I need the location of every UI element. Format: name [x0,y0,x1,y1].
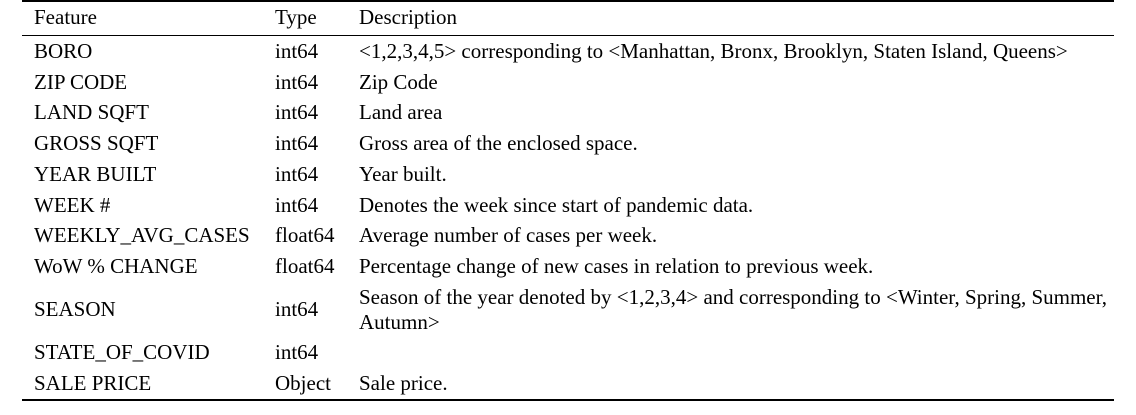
table-row [22,190,1114,221]
column-header-feature: Feature [34,5,97,29]
cell-type: int64 [275,297,319,322]
cell-type: Object [275,371,331,396]
cell-description: Gross area of the enclosed space. [359,131,638,156]
table-row [22,251,1114,282]
cell-description: Percentage change of new cases in relation to previous week. [359,254,874,279]
cell-type: int64 [275,340,319,365]
cell-feature: BORO [34,38,93,63]
cell-type: float64 [275,223,335,248]
cell-description: Sale price. [359,371,448,396]
cell-description: Zip Code [359,69,438,94]
cell-description: Denotes the week since start of pandemic data. [359,192,754,217]
cell-feature: SALE PRICE [34,371,152,396]
cell-feature: WoW % CHANGE [34,254,198,279]
cell-feature: STATE_OF_COVID [34,340,210,365]
table-row [22,282,1114,338]
table-row [22,159,1114,190]
table-body [22,35,1114,400]
cell-feature: WEEK # [34,192,111,217]
cell-description: Season of the year denoted by <1,2,3,4> and corresponding to <Winter, Spring, Summer, Autumn> [359,284,1108,334]
table-header [22,1,1114,35]
cell-feature: YEAR BUILT [34,161,157,186]
cell-type: int64 [275,161,319,186]
cell-feature: GROSS SQFT [34,131,159,156]
table-row [22,337,1114,368]
cell-description: Average number of cases per week. [359,223,658,248]
cell-type: int64 [275,38,319,63]
table-row [22,368,1114,400]
column-header-type: Type [275,5,317,29]
cell-description [359,337,1114,368]
cell-feature: SEASON [34,297,116,322]
cell-type: int64 [275,69,319,94]
cell-feature: WEEKLY_AVG_CASES [34,223,250,248]
table-row [22,35,1114,66]
cell-type: int64 [275,100,319,125]
cell-feature: ZIP CODE [34,69,128,94]
table-header-row [22,1,1114,35]
cell-type: float64 [275,254,335,279]
cell-description: Land area [359,100,443,125]
table-row [22,220,1114,251]
cell-type: int64 [275,192,319,217]
cell-feature: LAND SQFT [34,100,149,125]
column-header-description: Description [359,5,457,29]
cell-description: <1,2,3,4,5> corresponding to <Manhattan, Bronx, Brooklyn, Staten Island, Queens> [359,38,1068,63]
feature-description-table [22,0,1114,401]
table-row [22,97,1114,128]
table-row [22,128,1114,159]
table-row [22,67,1114,98]
cell-type: int64 [275,131,319,156]
cell-description: Year built. [359,161,447,186]
